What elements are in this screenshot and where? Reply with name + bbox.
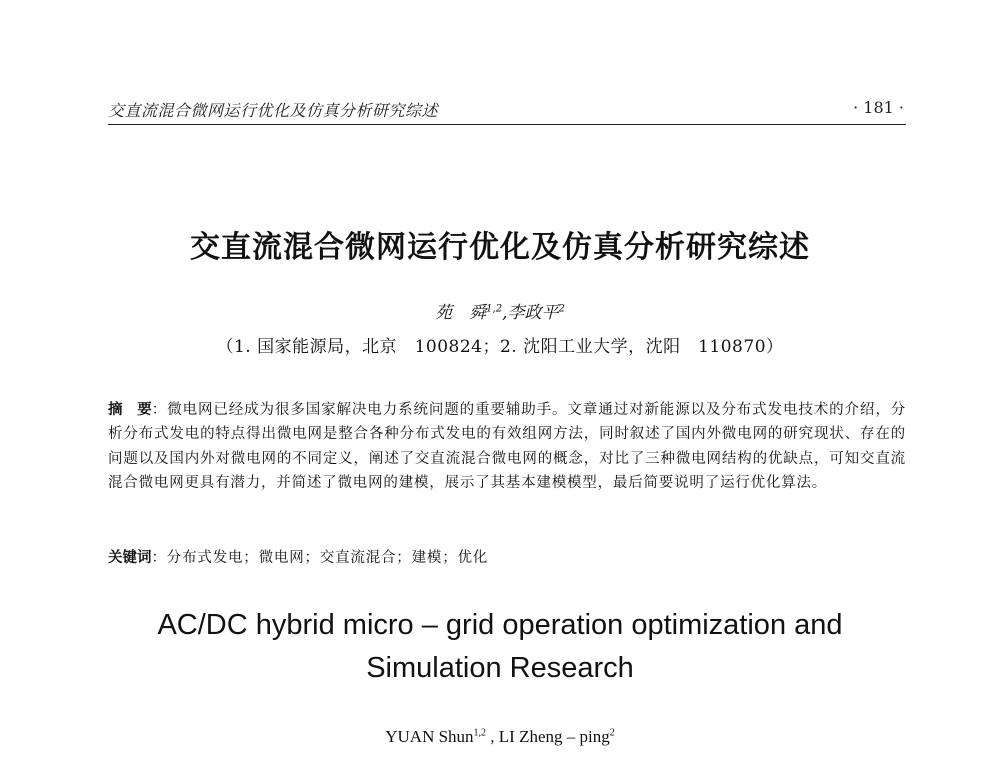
- abstract-cn: [108, 398, 906, 496]
- page-number: · 181 ·: [853, 98, 904, 117]
- author-2-cn: 李政平: [507, 303, 559, 323]
- keywords-cn: [108, 546, 906, 567]
- keywords-text: ：分布式发电；微电网；交直流混合；建模；优化: [151, 550, 489, 566]
- author-2-en-affiliation-mark: 2: [609, 727, 615, 739]
- paper-title-en-line-2: Simulation Research: [366, 652, 634, 684]
- running-header: [108, 96, 906, 125]
- authors-en: [0, 727, 1000, 747]
- author-separator-cn: ,: [502, 303, 508, 323]
- paper-title-cn: 交直流混合微网运行优化及仿真分析研究综述: [190, 230, 810, 265]
- abstract-label: 摘 要: [108, 402, 152, 418]
- paper-title-en-line-1: AC/DC hybrid micro – grid operation optimization and: [157, 609, 843, 641]
- authors-cn: [0, 298, 1000, 323]
- abstract-text: ：微电网已经成为很多国家解决电力系统问题的重要辅助手。文章通过对新能源以及分布式发电技术的介绍，分析分布式发电的特点得出微电网是整合各种分布式发电的有效组网方法，同时叙述了国内外微电网的研究现状、存在的问题以及国内外对微电网的不同定义，阐述了交直流混合微电网的概念，对比了三种微电网结构的优缺点，可知交直流混合微电网更具有潜力，并简述了微电网的建模，展示了其基本建模模型，最后简要说明了运行优化算法。: [108, 402, 907, 492]
- author-1-cn: 苑 舜: [435, 303, 487, 323]
- author-1-cn-affiliation-mark: 1,2: [486, 303, 503, 315]
- author-2-cn-affiliation-mark: 2: [558, 303, 565, 315]
- author-1-en: YUAN Shun: [385, 727, 474, 746]
- author-2-en: LI Zheng – ping: [498, 727, 610, 746]
- running-title: 交直流混合微网运行优化及仿真分析研究综述: [108, 101, 439, 120]
- paper-title-en: [110, 604, 890, 690]
- author-1-en-affiliation-mark: 1,2: [473, 727, 487, 739]
- author-separator-en: ,: [486, 727, 499, 746]
- keywords-label: 关键词: [108, 550, 152, 566]
- affiliation-cn: （1. 国家能源局，北京 100824；2. 沈阳工业大学，沈阳 110870）: [216, 337, 784, 357]
